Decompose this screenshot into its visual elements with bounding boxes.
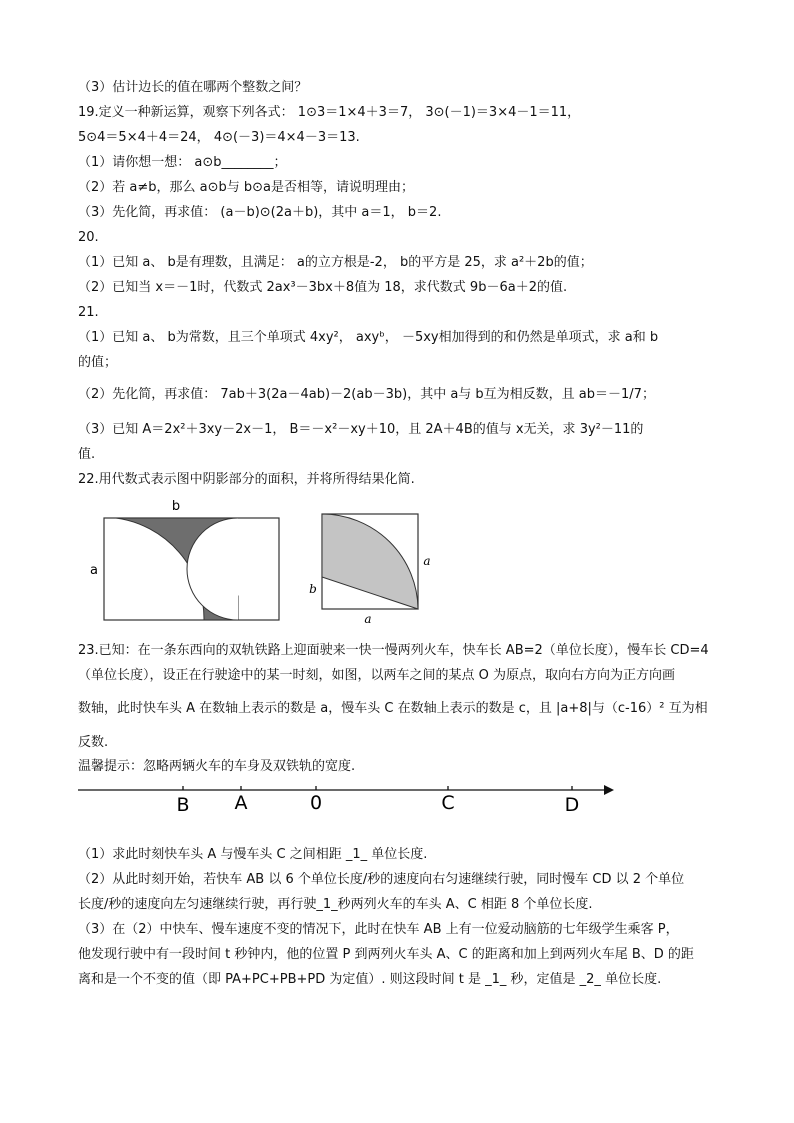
text-line: 数轴，此时快车头 A 在数轴上表示的数是 a，慢车头 C 在数轴上表示的数是 c，且 |a+8|与（c-16）² 互为相 [78, 701, 708, 716]
text-line: （2）先化简，再求值： 7ab＋3(2a－4ab)－2(ab－3b)，其中 a与 b互为相反数，且 ab＝－1/7； [78, 387, 655, 402]
label-A: A [234, 792, 248, 814]
text-line: （3）先化简，再求值： (a－b)⊙(2a＋b)，其中 a＝1， b＝2. [78, 205, 442, 220]
right-label-a-side: a [423, 554, 431, 568]
text-line: （3）估计边长的值在哪两个整数之间？ [78, 80, 308, 95]
label-B: B [176, 794, 190, 816]
text-line: 的值； [78, 355, 118, 370]
text-line: 温馨提示：忽略两辆火车的车身及双铁轨的宽度. [78, 759, 356, 774]
figure-right [306, 510, 436, 630]
text-line: （2）已知当 x＝－1时，代数式 2ax³－3bx＋8值为 18，求代数式 9b－6a＋2的值. [78, 280, 568, 295]
label-0: 0 [309, 792, 323, 814]
number-line [76, 778, 636, 818]
text-line: 21. [78, 305, 99, 320]
text-line: （单位长度），设正在行驶途中的某一时刻，如图，以两车之间的某点 O 为原点，取向右方向为正方向画 [78, 668, 675, 683]
text-line: （1）求此时刻快车头 A 与慢车头 C 之间相距 _1_ 单位长度. [78, 847, 428, 862]
text-line: （2）若 a≠b，那么 a⊙b与 b⊙a是否相等，请说明理由； [78, 180, 415, 195]
text-line: 23.已知：在一条东西向的双轨铁路上迎面驶来一快一慢两列火车，快车长 AB=2（单位长度），慢车长 CD=4 [78, 643, 709, 658]
right-label-b-side: b [309, 582, 317, 596]
text-line: （1）已知 a、 b为常数，且三个单项式 4xy²， axyᵇ， －5xy相加得到的和仍然是单项式，求 a和 b [78, 330, 659, 345]
text-line: （2）从此时刻开始，若快车 AB 以 6 个单位长度/秒的速度向右匀速继续行驶，同时慢车 CD 以 2 个单位 [78, 872, 685, 887]
text-line: 反数. [78, 735, 109, 750]
text-line: （3）已知 A＝2x²＋3xy－2x－1， B＝－x²－xy＋10，且 2A＋4B的值与 x无关，求 3y²－11的 [78, 422, 644, 437]
text-line: （1）已知 a、 b是有理数，且满足： a的立方根是-2， b的平方是 25，求 a²＋2b的值； [78, 255, 593, 270]
number-line-arrow-icon [604, 785, 614, 795]
label-C: C [441, 792, 455, 814]
text-line: 离和是一个不变的值（即 PA+PC+PB+PD 为定值）. 则这段时间 t 是 _1_ 秒，定值是 _2_ 单位长度. [78, 972, 662, 987]
text-line: 19.定义一种新运算，观察下列各式： 1⊙3＝1×4＋3＝7， 3⊙(－1)＝3×4－1＝11， [78, 105, 581, 120]
text-line: 5⊙4＝5×4＋4＝24， 4⊙(－3)＝4×4－3＝13. [78, 130, 360, 145]
left-label-a: a [90, 563, 98, 578]
text-line: 他发现行驶中有一段时间 t 秒钟内，他的位置 P 到两列火车头 A、C 的距离和加上到两列火车尾 B、D 的距 [78, 947, 694, 962]
text-line: （1）请你想一想： a⊙b________； [78, 155, 287, 170]
text-line: 20. [78, 230, 99, 245]
label-D: D [564, 794, 580, 816]
text-line: 长度/秒的速度向左匀速继续行驶，再行驶_1_秒两列火车的车头 A、C 相距 8 个单位长度. [78, 897, 593, 912]
text-line: 值. [78, 447, 96, 462]
figure-left [88, 496, 288, 626]
text-line: （3）在（2）中快车、慢车速度不变的情况下，此时在快车 AB 上有一位爱动脑筋的七年级学生乘客 P， [78, 922, 679, 937]
left-label-b: b [171, 499, 181, 514]
text-line: 22.用代数式表示图中阴影部分的面积，并将所得结果化简. [78, 472, 415, 487]
right-label-a-bottom: a [364, 612, 372, 626]
